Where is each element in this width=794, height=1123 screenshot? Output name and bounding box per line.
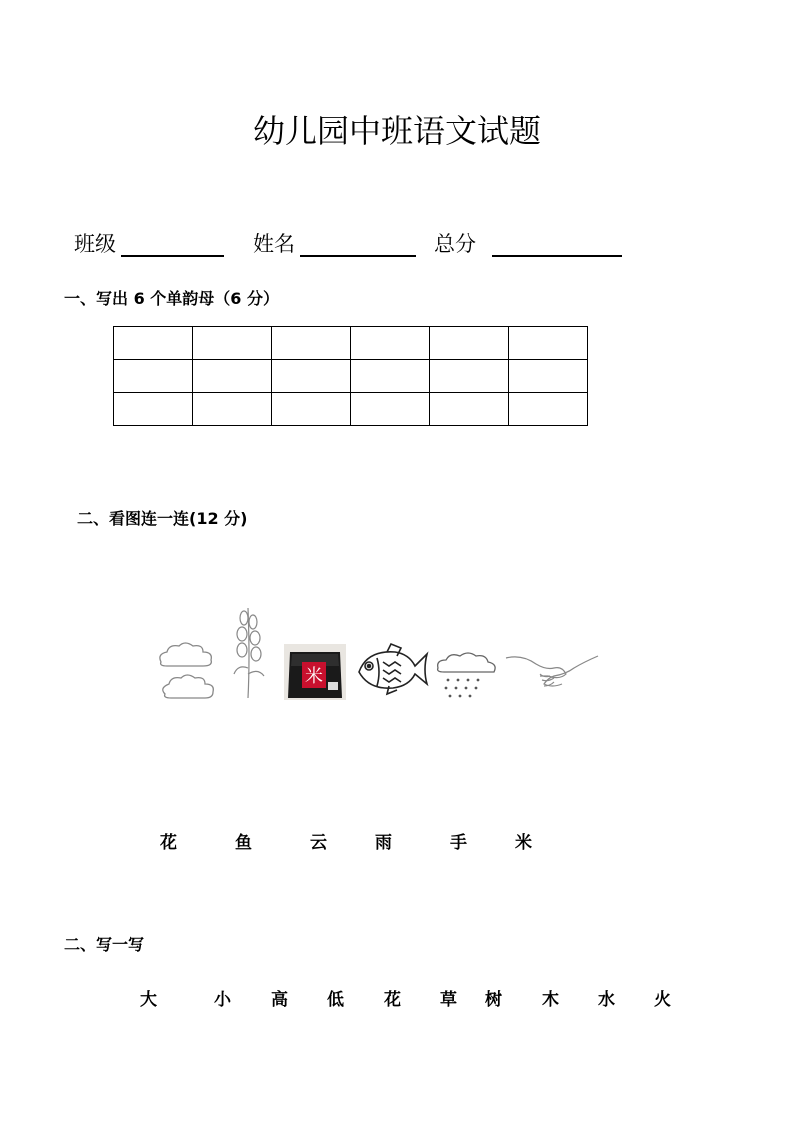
grid-cell[interactable]	[351, 360, 430, 393]
write-char: 低	[327, 990, 344, 1010]
score-blank[interactable]	[492, 255, 622, 257]
write-char: 火	[654, 990, 671, 1010]
word-item[interactable]: 雨	[375, 833, 392, 853]
rain-cloud-icon	[434, 650, 502, 702]
grid-cell[interactable]	[272, 393, 351, 426]
grid-row	[114, 360, 588, 393]
grid-cell[interactable]	[114, 393, 193, 426]
grid-cell[interactable]	[272, 327, 351, 360]
score-label: 总分	[434, 232, 476, 256]
section3-heading: 二、写一写	[64, 935, 145, 954]
grid-cell[interactable]	[430, 360, 509, 393]
grid-cell[interactable]	[509, 393, 588, 426]
picture-row	[150, 600, 610, 710]
write-char: 木	[542, 990, 559, 1010]
grid-cell[interactable]	[351, 327, 430, 360]
write-char: 树	[485, 990, 502, 1010]
word-item[interactable]: 米	[515, 833, 532, 853]
grid-cell[interactable]	[272, 360, 351, 393]
grid-cell[interactable]	[193, 360, 272, 393]
grid-row	[114, 327, 588, 360]
word-item[interactable]: 云	[310, 833, 327, 853]
grid-cell[interactable]	[509, 360, 588, 393]
name-blank[interactable]	[300, 255, 416, 257]
grid-cell[interactable]	[351, 393, 430, 426]
grid-cell[interactable]	[114, 360, 193, 393]
write-char: 大	[140, 990, 157, 1010]
rice-bag-char: 米	[305, 666, 323, 687]
fish-icon	[353, 640, 431, 700]
grid-cell[interactable]	[430, 393, 509, 426]
rice-bag-icon	[284, 644, 346, 700]
name-label: 姓名	[253, 232, 295, 256]
grid-row	[114, 393, 588, 426]
class-blank[interactable]	[121, 255, 224, 257]
write-char: 草	[440, 990, 457, 1010]
write-char: 高	[271, 990, 288, 1010]
grid-cell[interactable]	[509, 327, 588, 360]
word-item[interactable]: 鱼	[235, 833, 252, 853]
write-char: 水	[598, 990, 615, 1010]
cloud-icon	[155, 640, 221, 702]
class-label: 班级	[74, 232, 116, 256]
grid-cell[interactable]	[193, 393, 272, 426]
word-item[interactable]: 花	[160, 833, 177, 853]
write-char: 小	[214, 990, 231, 1010]
grid-cell[interactable]	[114, 327, 193, 360]
answer-grid	[113, 326, 588, 426]
word-item[interactable]: 手	[450, 833, 467, 853]
grid-cell[interactable]	[193, 327, 272, 360]
wheat-icon	[230, 602, 270, 700]
grid-cell[interactable]	[430, 327, 509, 360]
page-title: 幼儿园中班语文试题	[252, 112, 541, 150]
section2-heading: 二、看图连一连(12 分)	[77, 509, 248, 528]
write-char: 花	[384, 990, 401, 1010]
section1-heading: 一、写出 6 个单韵母（6 分）	[64, 289, 279, 308]
hands-icon	[504, 650, 600, 692]
